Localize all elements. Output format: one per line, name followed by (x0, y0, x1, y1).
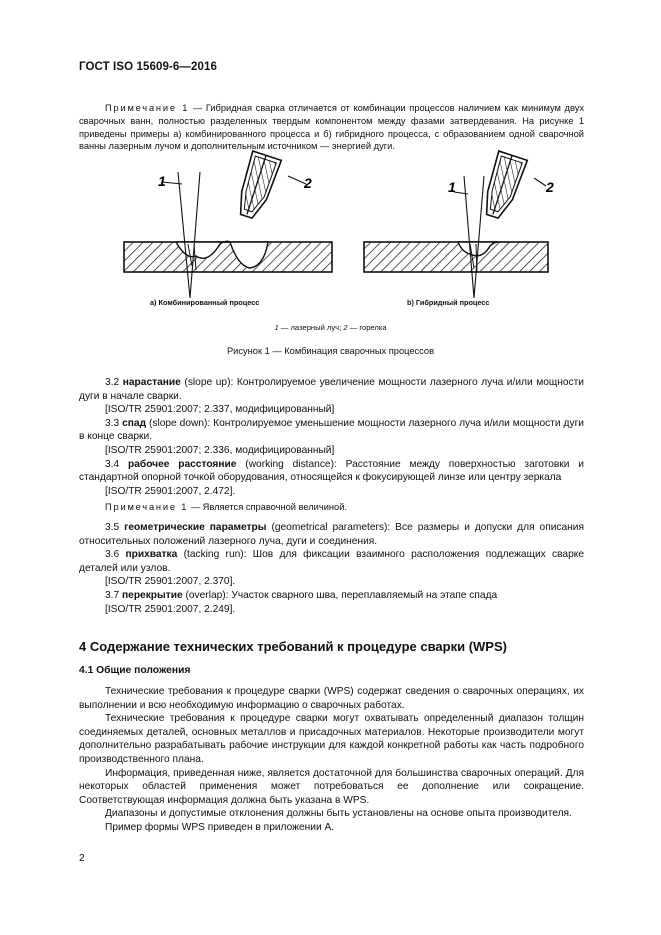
note-2 (79, 501, 584, 514)
page-number: 2 (79, 853, 85, 864)
torch-left (233, 151, 281, 221)
paragraph: Технические требования к процедуре сварки могут охватывать определенный диапазон толщин соединяемых деталей, основных металлов и присадочных материалов. Некоторые производители могут дополнительно разрабатывать рабочие инструкции для каждой конкретной работы как часть подробного производственного плана. (79, 713, 584, 765)
definition-3-5: 3.5 геометрические параметры (geometrical parameters): Все размеры и допуски для описания относительных положений лазерного луча, дуги и соединения. (79, 522, 585, 547)
hybrid-process-diagram (364, 151, 554, 298)
callout-2-right: 2 (546, 179, 554, 195)
note-text: — Гибридная сварка отличается от комбинации процессов наличием как минимум двух сварочных ванн, полностью разделенных твердым компонентом между фазами затвердевания. На рисунке 1 приведены примеры а) комбинированного процесса и б) гибридного процесса, с образованием одной сварочной ванны лазерным лучом и дополнительным источником — энергией дуги. (79, 103, 585, 152)
section-4-heading: 4 Содержание технических требований к процедуре сварки (WPS) (79, 639, 507, 654)
definition-3-7: 3.7 перекрытие (overlap): Участок сварного шва, переплавляемый на этапе спада (105, 589, 498, 601)
figure-legend (0, 323, 661, 332)
paragraph: Информация, приведенная ниже, является достаточной для большинства сварочных операций. Для некоторых областей применения может потребоваться ее дополнение или сокращение. Соответствующая информация должна быть указана в WPS. (79, 767, 584, 806)
laser-beam-left (178, 172, 200, 298)
callout-2-left: 2 (304, 175, 312, 191)
note-label: Примечание 1 (105, 502, 189, 512)
definition-3-4: 3.4 рабочее расстояние (working distance): Расстояние между поверхностью заготовки и стандартной опорной точкой оборудования, относящейся к фокусирующей линзе или центру зеркала (79, 458, 584, 484)
term: перекрытие (122, 589, 183, 601)
combined-process-diagram (124, 151, 332, 298)
term: геометрические параметры (124, 522, 267, 533)
callout-1-right: 1 (448, 179, 456, 195)
reference: [ISO/TR 25901:2007; 2.337, модифицированный] (105, 404, 335, 416)
definition-3-6: 3.6 прихватка (tacking run): Шов для фиксации взаимного расположения подлежащих сварке деталей или узлов. (79, 549, 584, 574)
note-top (79, 102, 584, 153)
legend-text-2: — горелка (347, 323, 387, 332)
legend-num-1: 1 (274, 323, 279, 332)
definitions-block-1 (79, 376, 584, 498)
definition-3-2: 3.2 нарастание (slope up): Контролируемое увеличение мощности лазерного луча и/или мощности дуги в начале сварки. (79, 377, 584, 402)
document-code: ГОСТ ISO 15609-6—2016 (79, 61, 217, 73)
legend-text-1: — лазерный луч; (278, 323, 344, 332)
note-text: — Является справочной величиной. (188, 502, 347, 512)
term: рабочее расстояние (128, 458, 237, 470)
paragraph: Технические требования к процедуре сварки (WPS) содержат сведения о сварочных операциях, их выполнении и всю необходимую информацию о сварочных работах. (79, 686, 584, 711)
paragraph: Пример формы WPS приведен в приложении А. (105, 821, 335, 833)
torch-right (479, 151, 527, 221)
term: прихватка (125, 549, 178, 561)
legend-num-2: 2 (343, 323, 348, 332)
welding-figure (118, 148, 558, 318)
reference: [ISO/TR 25901:2007, 2.249]. (105, 603, 236, 615)
term: нарастание (122, 377, 181, 388)
reference: [ISO/TR 25901:2007, 2.472]. (105, 485, 236, 497)
note-label: Примечание 1 (105, 103, 190, 113)
term: спад (122, 417, 147, 429)
caption-hybrid: b) Гибридный процесс (407, 298, 490, 307)
definitions-block-2 (79, 521, 584, 616)
definition-3-3: 3.3 спад (slope down): Контролируемое уменьшение мощности лазерного луча и/или мощности дуги в конце сварки. (79, 417, 584, 443)
reference: [ISO/TR 25901:2007, 2.370]. (105, 576, 236, 588)
section-4-1-body (79, 685, 584, 835)
reference: [ISO/TR 25901:2007; 2.336, модифицированный] (105, 444, 335, 456)
paragraph: Диапазоны и допустимые отклонения должны быть установлены на основе опыта производителя. (105, 808, 572, 820)
figure-title: Рисунок 1 — Комбинация сварочных процессов (226, 346, 435, 356)
callout-1-left: 1 (158, 173, 166, 189)
workpiece-left (124, 242, 332, 272)
callout-line-2-right (534, 178, 546, 186)
workpiece-right (364, 242, 548, 272)
section-4-1-heading: 4.1 Общие положения (79, 665, 191, 676)
caption-combined: а) Комбинированный процесс (150, 298, 260, 307)
